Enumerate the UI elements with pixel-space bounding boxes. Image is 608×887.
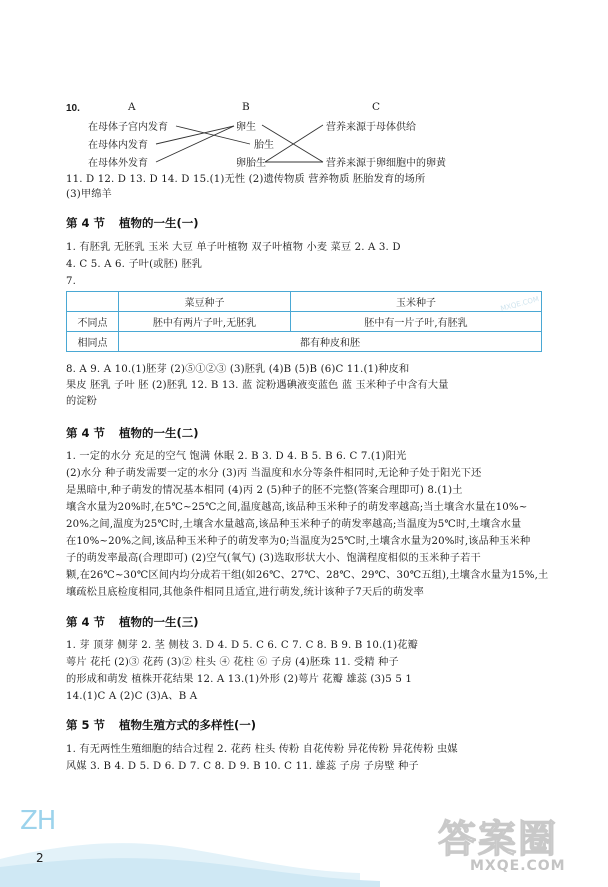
answer-line: 的淀粉	[66, 396, 98, 407]
answer-line: 果皮 胚乳 子叶 胚 (2)胚乳 12. B 13. 蓝 淀粉遇碘液变蓝色 蓝 玉米种子中含有大量	[66, 380, 449, 391]
zh-logo: ZH	[20, 806, 56, 836]
section-title: 植物的一生(一)	[119, 216, 199, 230]
section-number: 第 4 节	[66, 426, 106, 440]
q10-header-a: A	[128, 101, 136, 113]
answer-line: 是黑暗中,种子萌发的情况基本相同 (4)丙 2 (5)种子的胚不完整(答案合理即可) 8.(1)土	[66, 485, 463, 496]
section-title: 植物的一生(二)	[119, 426, 199, 440]
table-cell: 胚中有一片子叶,有胚乳	[291, 312, 542, 332]
section-heading	[66, 425, 199, 441]
section-number: 第 4 节	[66, 216, 106, 230]
q10-header-b: B	[242, 101, 250, 113]
q10-b-item-2: 胎生	[254, 140, 274, 151]
section-title: 植物生殖方式的多样性(一)	[119, 718, 257, 732]
answer-line: 在10%~20%之间,该品种玉米种子的萌发率为0;当温度为25℃时,土壤含水量为20%时,该品种玉米种	[66, 536, 531, 547]
answer-line: 11. D 12. D 13. D 14. D 15.(1)无性 (2)遗传物质 营养物质 胚胎发育的场所	[66, 174, 426, 185]
answer-line: (3)甲绵羊	[66, 189, 112, 200]
answer-line: 8. A 9. A 10.(1)胚芽 (2)⑤①②③ (3)胚乳 (4)B (5)B (6)C 11.(1)种皮和	[66, 364, 410, 375]
section-title: 植物的一生(三)	[119, 615, 199, 629]
answer-watermark-url: MXQE.COM	[470, 858, 566, 874]
section-number: 第 4 节	[66, 615, 106, 629]
q10-b-item-3: 卵胎生	[236, 158, 266, 169]
q10-a-item-2: 在母体内发育	[88, 140, 148, 151]
table-row	[67, 332, 542, 352]
q10-c-item-2: 营养来源于卵细胞中的卵黄	[326, 158, 446, 169]
table-cell: 不同点	[67, 312, 119, 332]
q10-a-item-1: 在母体子宫内发育	[88, 122, 168, 133]
answer-line: 颗,在26℃~30℃区间内均分成若干组(如26℃、27℃、28℃、29℃、30℃五组),土壤含水量为15%,土	[66, 570, 549, 581]
small-watermark: MXQE.COM	[499, 295, 540, 313]
table-cell: 菜豆种子	[119, 292, 291, 312]
table-cell: 胚中有两片子叶,无胚乳	[119, 312, 291, 332]
answer-line: 萼片 花托 (2)③ 花药 (3)② 柱头 ④ 花柱 ⑥ 子房 (4)胚珠 11. 受精 种子	[66, 657, 399, 668]
q10-b-item-1: 卵生	[236, 122, 256, 133]
answer-line: 1. 一定的水分 充足的空气 饱满 休眠 2. B 3. D 4. B 5. B 6. C 7.(1)阳光	[66, 451, 407, 462]
answer-watermark: 答案圈	[438, 817, 559, 861]
table-row	[67, 312, 542, 332]
section-heading	[66, 717, 256, 733]
answer-line: 风媒 3. B 4. D 5. D 6. D 7. C 8. D 9. B 10. C 11. 雄蕊 子房 子房壁 种子	[66, 761, 419, 772]
answer-line: 的形成和萌发 植株开花结果 12. A 13.(1)外形 (2)萼片 花瓣 雄蕊 (3)5 5 1	[66, 674, 412, 685]
page-number: 2	[36, 851, 44, 865]
q10-a-item-3: 在母体外发育	[88, 158, 148, 169]
q10-matching-lines	[0, 0, 608, 200]
section-heading	[66, 614, 199, 630]
table-cell: 玉米种子	[291, 292, 542, 312]
answer-line: 壤疏松且底检度相同,其他条件相同且适宜,进行萌发,统计该种子7天后的萌发率	[66, 587, 424, 598]
q10-number: 10.	[66, 103, 80, 114]
answer-line: 7.	[66, 276, 77, 287]
answer-line: 1. 有无两性生殖细胞的结合过程 2. 花药 柱头 传粉 自花传粉 异花传粉 异花传粉 虫媒	[66, 744, 458, 755]
section-heading	[66, 215, 199, 231]
table-cell	[67, 292, 119, 312]
q10-c-item-1: 营养来源于母体供给	[326, 122, 416, 133]
answer-line: (2)水分 种子萌发需要一定的水分 (3)丙 当温度和水分等条件相同时,无论种子处于阳光下还	[66, 468, 482, 479]
answer-line: 1. 芽 顶芽 侧芽 2. 茎 侧枝 3. D 4. D 5. C 6. C 7. C 8. B 9. B 10.(1)花瓣	[66, 640, 418, 651]
answer-line: 壤含水量为20%时,在5℃~25℃之间,温度越高,该品种玉米种子的萌发率越高;当土壤含水量在10%~	[66, 502, 528, 513]
answer-line: 子的萌发率最高(合理即可) (2)空气(氧气) (3)选取形状大小、饱满程度相似的玉米种子若干	[66, 553, 481, 564]
q10-header-c: C	[372, 101, 381, 113]
table-cell: 相同点	[67, 332, 119, 352]
table-header-row	[67, 292, 542, 312]
section-number: 第 5 节	[66, 718, 106, 732]
table-cell: 都有种皮和胚	[119, 332, 542, 352]
answer-line: 1. 有胚乳 无胚乳 玉米 大豆 单子叶植物 双子叶植物 小麦 菜豆 2. A 3. D	[66, 242, 401, 253]
answer-line: 4. C 5. A 6. 子叶(或胚) 胚乳	[66, 259, 203, 270]
answer-line: 20%之间,温度为25℃时,土壤含水量越高,该品种玉米种子的萌发率越高;当温度为5℃时,土壤含水量	[66, 519, 522, 530]
seed-comparison-table	[66, 291, 542, 352]
answer-line: 14.(1)C A (2)C (3)A、B A	[66, 691, 198, 702]
